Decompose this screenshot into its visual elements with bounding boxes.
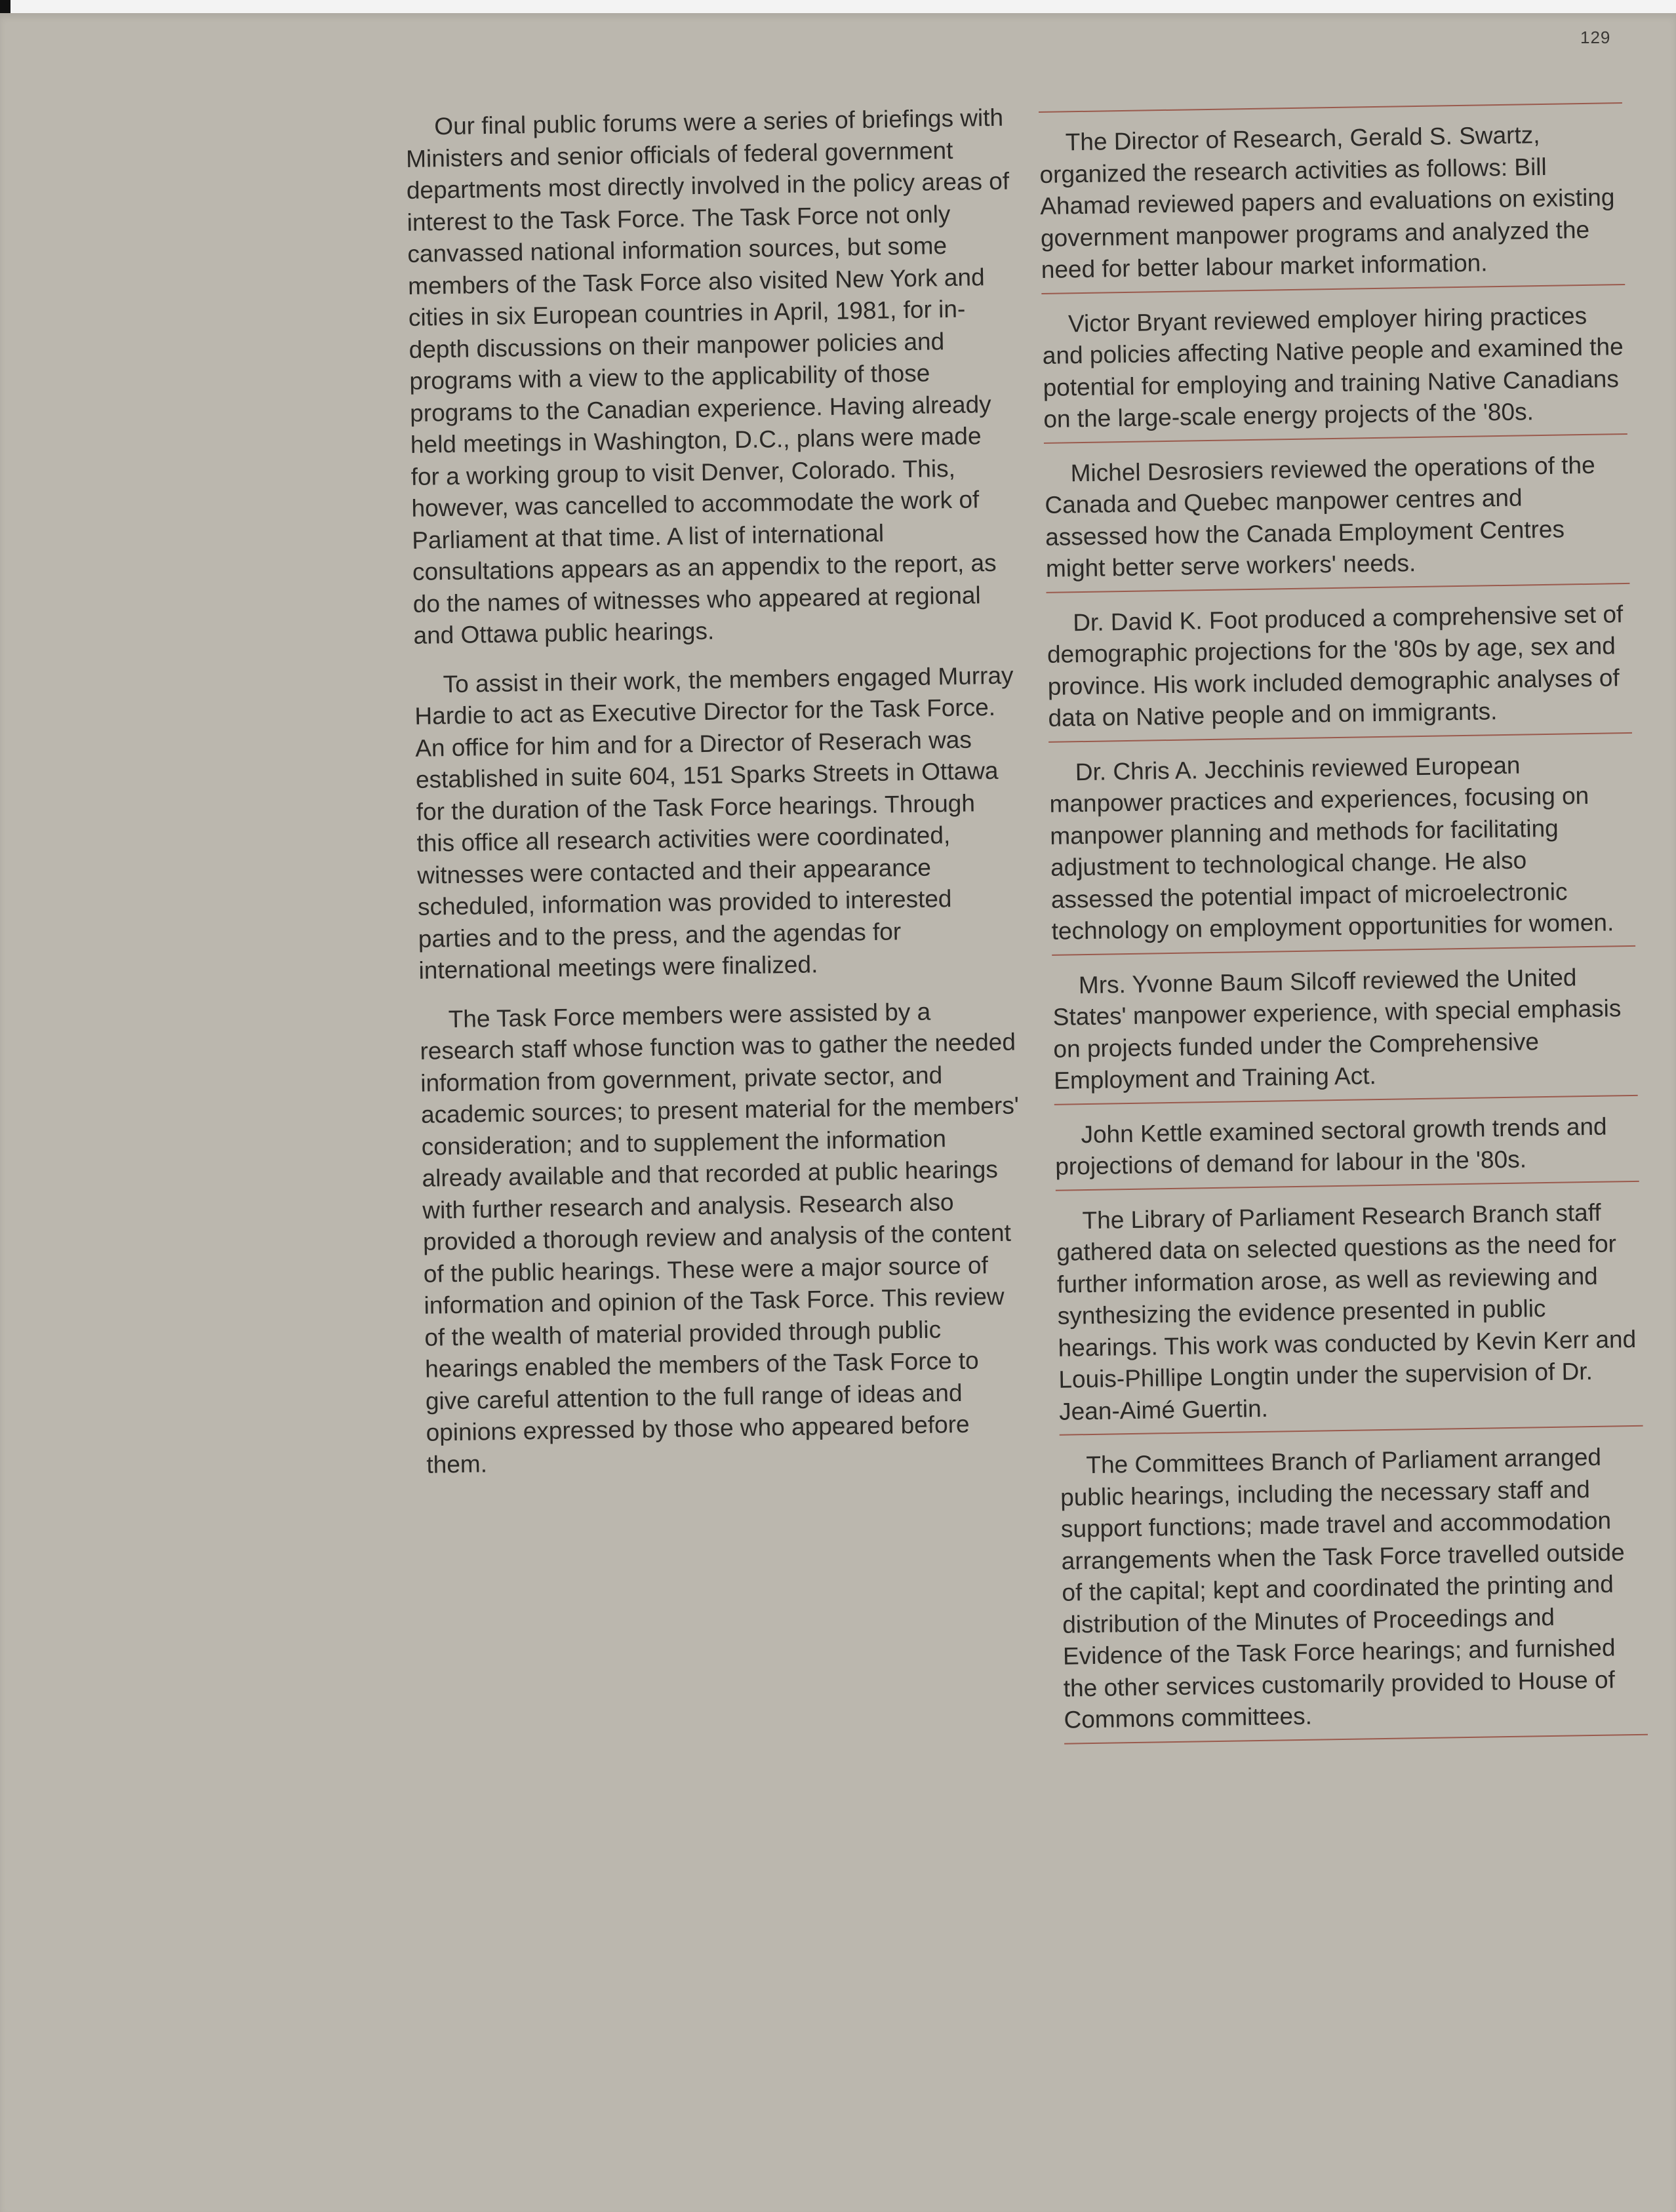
- research-entry: [1052, 946, 1637, 1103]
- research-entry-text: The Library of Parliament Research Branch staff gathered data on selected questions as the need for further information arose, as well as reviewing and synthesizing the evidence presented in public hearings. This work was conducted by Kevin Kerr and Louis-Phillipe Longtin under the supervision of Dr. Jean-Aimé Guertin.: [1056, 1198, 1637, 1425]
- research-entry: [1047, 583, 1632, 741]
- research-entry-text: Victor Bryant reviewed employer hiring practices and policies affecting Native people and examined the potential for employing and training Native Canadians on the large-scale energy projects of the '80s.: [1042, 302, 1624, 433]
- research-entry-text: Dr. David K. Foot produced a comprehensive set of demographic projections for the '80s by age, sex and province. His work included demographic analyses of data on Native people and on immigrants.: [1047, 600, 1624, 732]
- research-entry-text: The Committees Branch of Parliament arranged public hearings, including the necessary staff and support functions; made travel and accommodation arrangements when the Task Force travelled outside of the capital; kept and coordinated the printing and distribution of the Minutes of Proceedings and Evidence of the Task Force hearings; and furnished the other services customarily provided to House of Commons committees.: [1060, 1443, 1625, 1733]
- paragraph-executive-director: To assist in their work, the members engaged Murray Hardie to act as Executive Director for the Task Force. An office for him and for a Director of Reserach was established in suite 604, 151 Sparks Streets in Ottawa for the duration of the Task Force hearings. Through this office all research activities were coordinated, witnesses were contacted and their appearance scheduled, information was provided to interested parties and to the press, and the agendas for international meetings were finalized.: [414, 662, 1014, 984]
- paragraph-public-forums: Our final public forums were a series of briefings with Ministers and senior officials of federal government departments most directly involved in the policy areas of interest to the Task Force. The Task Force not only canvassed national information sources, but some members of the Task Force also visited New York and cities in six European countries in April, 1981, for in-depth discussions on their manpower policies and programs with a view to the applicability of those programs to the Canadian experience. Having already held meetings in Washington, D.C., plans were made for a working group to visit Denver, Colorado. This, however, was cancelled to accommodate the work of Parliament at that time. A list of international consultations appears as an appendix to the report, as do the names of witnesses who appeared at regional and Ottawa public hearings.: [405, 104, 1010, 649]
- page-number: 129: [1580, 28, 1611, 47]
- research-entry-text: Dr. Chris A. Jecchinis reviewed European manpower practices and experiences, focusing on manpower planning and methods for facilitating adjustment to technological change. He also assessed the potential impact of microelectronic technology on employment opportunities for women.: [1049, 751, 1614, 945]
- research-entry-text: The Director of Research, Gerald S. Swartz, organized the research activities as follows: Bill Ahamad reviewed papers and evaluations on existing government manpower programs and analyzed the need for better labour market information.: [1039, 121, 1615, 283]
- paragraph-research-staff: The Task Force members were assisted by a research staff whose function was to gather the needed information from government, private sector, and academic sources; to present material for the members' consideration; and to supplement the information already available and that recorded at public hearings with further research and analysis. Research also provided a thorough review and analysis of the content of the public hearings. These were a major source of information and opinion of the Task Force. This review of the wealth of material provided through public hearings enabled the members of the Task Force to give careful attention to the full range of ideas and opinions expressed by those who appeared before them.: [420, 998, 1020, 1478]
- research-entry-text: John Kettle examined sectoral growth trends and projections of demand for labour in the '80s.: [1054, 1113, 1607, 1180]
- research-entry-text: Michel Desrosiers reviewed the operations of the Canada and Quebec manpower centres and assessed how the Canada Employment Centres might better serve workers' needs.: [1045, 451, 1595, 582]
- research-entry: [1060, 1427, 1648, 1743]
- right-column: [1039, 102, 1648, 1744]
- research-entry: [1054, 1096, 1639, 1189]
- research-entry: [1056, 1181, 1643, 1434]
- research-entry: [1039, 104, 1625, 292]
- research-entry: [1044, 434, 1629, 591]
- document-page: [0, 13, 1676, 2212]
- research-entry: [1048, 733, 1635, 954]
- research-entry-text: Mrs. Yvonne Baum Silcoff reviewed the United States' manpower experience, with special emphasis on projects funded under the Comprehensive Employment and Training Act.: [1052, 963, 1622, 1094]
- research-entry: [1041, 285, 1627, 442]
- left-column: [405, 102, 1030, 1498]
